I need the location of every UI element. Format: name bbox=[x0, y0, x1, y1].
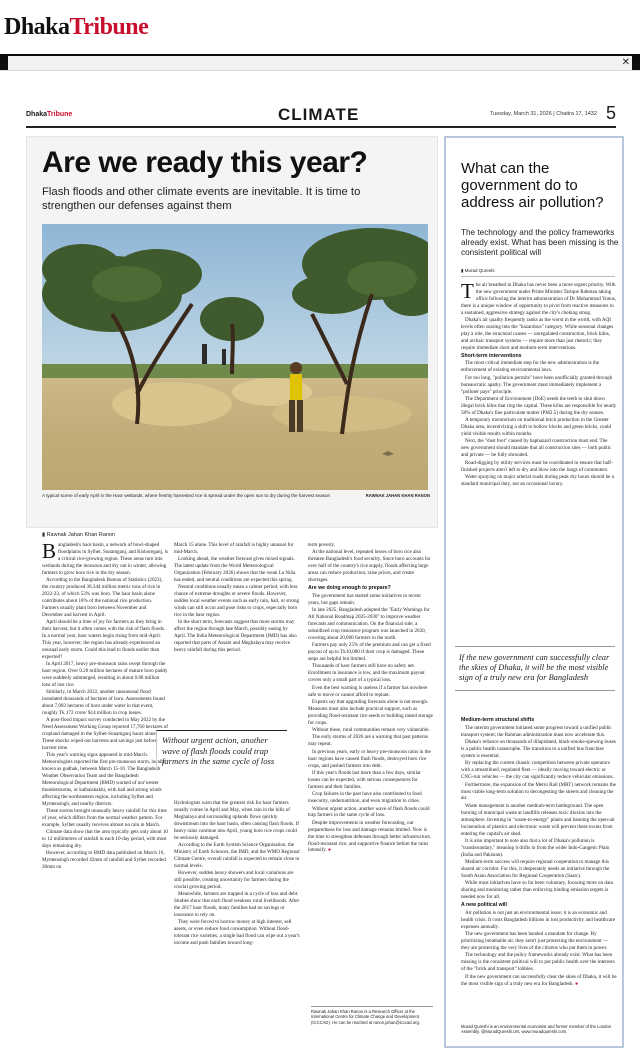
author-icon: ▮ bbox=[461, 268, 465, 273]
subheading: Are we doing enough to prepare? bbox=[308, 584, 391, 591]
paragraph: These storms brought unusually heavy rainfall for this time of year, which differs from the normal weather pattern. For example, Sylhet usually receives almost no rain in March. bbox=[42, 807, 167, 828]
subheadline: Flash floods and other climate events are inevitable. It is time to strengthen our defenses against them bbox=[42, 186, 361, 212]
pull-quote: Without urgent action, another wave of flash floods could trap farmers in the same cycle of loss bbox=[156, 730, 287, 771]
sidebar-headline: What can the government do to address air pollution? bbox=[461, 160, 604, 211]
paragraph: Thousands of haor farmers still have no safety net. Enrollment in insurance is low, and the maximum payout covers only a small part of a typical loss. bbox=[308, 663, 425, 684]
article-column-3 bbox=[308, 542, 434, 1002]
sidebar-author-bio: Murad Qureshi is an environmental economist and former member of the London Assembly. @MuradQureshi.UN, www.muradqureshi.com. bbox=[461, 1024, 612, 1035]
site-masthead bbox=[0, 0, 640, 54]
paragraph: Next, the "dust foot" caused by haphazard construction must end. The new government should mandate that all construction sites — both public and private — be fully shrouded. bbox=[461, 438, 612, 459]
paragraph: If this year's floods last more than a few days, similar losses can be expected, with serious consequences for farmers and their families. bbox=[308, 770, 421, 790]
paragraph: However, sudden heavy showers and local variations are still possible, creating uncertainty for farmers during the crucial growing period. bbox=[174, 870, 294, 890]
paragraph: Even the best warning is useless if a farmer has nowhere safe to move or cannot afford to replant. bbox=[308, 684, 428, 698]
divider bbox=[461, 276, 615, 277]
paragraph: The early storms of 2026 are a warning that past patterns may repeat. bbox=[308, 734, 428, 748]
author-icon: ▮ bbox=[42, 532, 47, 538]
site-logo[interactable]: DhakaTribune bbox=[4, 14, 149, 40]
sidebar-body-part-2 bbox=[461, 716, 617, 1020]
header-rule bbox=[26, 126, 616, 128]
paragraph: This year's warning signs appeared in mid-March. Meteorologists reported the first pre-monsoon storm, locally known as gudhak, between March 15-16. The Bangladesh Weather Observation Team and the Bangladesh Meteorological Department (BMD) warned of nor'wester thunderstorms, or kalbaishakhi, with hail and strong winds affecting the northeastern region, including Sylhet and Mymensingh, and nearby districts. bbox=[42, 752, 166, 807]
paragraph bbox=[42, 542, 168, 577]
close-icon[interactable]: ✕ bbox=[621, 57, 630, 68]
ad-banner-strip bbox=[8, 56, 632, 70]
article-column-2-continued bbox=[174, 800, 300, 1042]
paragraph: term poverty. bbox=[308, 542, 336, 548]
paragraph: Neutral conditions usually mean a calmer period, with less chance of extreme droughts or severe floods. However, sudden local weather events such as early rain, hail, or strong winds can still occur and pose risks to crops, especially boro rice in the haor region. bbox=[174, 584, 300, 619]
sidebar-subhead: The technology and the policy frameworks already exist. What has been missing is the consistent political will bbox=[461, 228, 619, 257]
paragraph: However, according to BMD data published on March 16, Mymensingh recorded 42mm of rainfall and Sylhet recorded 36mm on bbox=[42, 850, 166, 871]
paragraph: In April 2017, heavy pre-monsoon rains swept through the haor region. Over 0.20 million hectares of mature boro paddy were suddenly submerged, resulting in about 0.88 million tons of lost rice. bbox=[42, 660, 168, 688]
paragraph: Dhaka's air quality frequently ranks as the worst in the world, with AQI levels often soaring into the "hazardous" category. While seasonal changes play a role, the structural causes — unregulated construction, brick kilns, and archaic transport systems — require more than just rhetoric; they require immediate short and medium-term interventions. bbox=[461, 317, 614, 351]
paragraph: Furthermore, the expansion of the Metro Rail (MRT) network remains the most viable long-term solution to decongesting the streets and cleaning the air. bbox=[461, 781, 616, 802]
paragraph: Hydrologists warn that the greatest risk for haor farmers usually comes in April and May, when rain in the hills of Meghalaya and surrounding uplands flows quickly downstream into the haor basin, often causing flash floods. If heavy rains continue into April, young boro rice crops could be seriously damaged. bbox=[174, 800, 299, 841]
paragraph: Water spraying on major arterial roads during peak dry hours should be a standard municipal duty, not an occasional luxury. bbox=[461, 473, 614, 487]
subheading: A new political will bbox=[461, 902, 507, 909]
subheading: Short-term interventions bbox=[461, 352, 522, 359]
paragraph: They were forced to borrow money at high interest, sell assets, or even reduce food consumption. Without flood-tolerant rice varieties, a single bad flood can wipe out a year's income and push families toward long- bbox=[174, 919, 300, 947]
subheading: Medium-term structural shifts bbox=[461, 717, 535, 723]
paragraph: According to the Bangladesh Bureau of Statistics (2023), the country produced 38.344 million metric tons of rice in 2022-23, of which 53% was boro. The haor basin alone contributes about 18% of the national rice production. Farmers usually plant boro between November and December and harvest in April. bbox=[42, 577, 163, 618]
paragraph: Experts say that upgrading forecasts alone is not enough. Measures must also include practical support, such as providing flood-resistant rice seeds or building raised storage for crops. bbox=[308, 698, 433, 726]
paragraph: For too long, "pollution permits" have been unofficially granted through bureaucratic apathy. The government must immediately implement a "polluter pays" principle. bbox=[461, 374, 613, 395]
paragraph: The Department of Environment (DoE) needs the teeth to shut down illegal brick kilns that ring the capital. These kilns are responsible for nearly 58% of Dhaka's fine particulate matter (PM2.5) during the dry season. bbox=[461, 396, 617, 416]
paragraph: Air pollution is not just an environmental issue; it is an economic and health crisis. It costs Bangladesh billions in lost productivity and healthcare expenses annually. bbox=[461, 909, 616, 930]
author-bio: Rawnak Jahan Khan Ranon is a Research Officer at the International Centre for Climate Change and Development (ICCCAD). He can be reached at ranon.jahan@icccad.org. bbox=[311, 1006, 433, 1025]
photo-caption: A typical scene of early April in the Haor wetlands, where freshly harvested rice is spread under the open sun to dry during the harvest season bbox=[42, 493, 331, 498]
photo-credit: RAWNAK JAHAN KHAN RANON bbox=[365, 493, 430, 498]
paragraph: Without these, rural communities remain very vulnerable. bbox=[312, 727, 430, 734]
article-column-2 bbox=[174, 542, 300, 730]
paragraph bbox=[461, 282, 617, 317]
page-number: 5 bbox=[606, 103, 617, 123]
paragraph: According to the Earth System Science Organisation, the Ministry of Earth Sciences, the IMD, and the WMO Regional Climate Centre, overall rainfall is expected to remain close to normal levels. bbox=[174, 841, 300, 869]
paragraph: Crop failures in the past have also contributed to food insecurity, undernutrition, and even migration to cities. bbox=[308, 791, 422, 805]
newspaper-page bbox=[14, 100, 626, 1048]
paragraph: It is also important to note also that a lot of Dhaka's pollution is "transboundary," meaning it drifts in from the wider Indo-Gangetic Plain (India and Pakistan). bbox=[461, 837, 610, 858]
end-mark-icon: ● bbox=[326, 847, 332, 854]
headline: Are we ready this year? bbox=[42, 146, 368, 179]
paragraph: In previous years, early or heavy pre-monsoon rains in the haor regions have caused flash floods, destroyed boro rice crops, and pushed farmers into debt. bbox=[308, 748, 431, 769]
paragraph: Climate data show that the area typically gets only about 10 to 12 millimetres of rainfall in each 10-day period, with most days remaining dry. bbox=[42, 829, 168, 849]
paragraph: Dhaka's reliance on thousands of dilapidated, black-smoke-spewing buses is a public health catastrophe. The transition to a unified bus franchise system is essential. bbox=[461, 739, 616, 760]
paragraph: A post-flood impact survey conducted in May 2022 by the Need Assessment Working Group reported 17,760 hectares of cropland damaged in the Sylhet-Sunamganj haors alone. These shocks wiped out harvests and savings just before harvest time. bbox=[42, 717, 168, 751]
sidebar-byline: ▮ Murad Qureshi bbox=[461, 268, 495, 273]
paragraph: Medium-term success will require regional cooperation to manage this shared air corridor. For this, it desperately needs an initiative through the South Asian Association for Regional Cooperation (Saarc). bbox=[461, 859, 610, 879]
page-header-logo: DhakaTribune bbox=[26, 111, 73, 118]
paragraph: In the short term, forecasts suggest that more storms may affect the region through late March, possibly easing by April. The India Meteorological Department (IMD) has also reported that parts of Assam and Meghalaya may receive heavy rainfall during this period. bbox=[174, 619, 297, 654]
paragraph: Farmers pay only 25% of the premium and can get a fixed payout of up to Tk10,000 if their crop is damaged. These steps are helpful but limited. bbox=[308, 642, 431, 662]
paragraph: Road-digging by utility services must be coordinated to ensure that half-finished projects aren't left to dry and blow into the lungs of commuters. bbox=[461, 459, 613, 473]
paragraph: The most critical immediate step for the new administration is the enforcement of existing environmental laws. bbox=[461, 360, 600, 374]
paragraph: Looking ahead, the weather forecast gives mixed signals. The latest update from the World Meteorological Organization (February 2026) shows that the weak La Niña has ended, and neutral conditions are expected this spring. bbox=[174, 556, 296, 584]
paragraph: Despite improvements in weather forecasting, our preparedness for loss and damage remains limited. Now is the time to strengthen defenses through better infrastructure, flood-resistant rice, and supportive finance before the rains intensify. ● bbox=[308, 819, 432, 854]
main-byline: ▮ Rawnak Jahan Khan Ranon bbox=[42, 532, 116, 538]
paragraph-text: he air breathed in Dhaka has never been a more urgent priority. With the new government under Prime Minister Tarique Rahman taking office following the interim administration of Dr Muhammad Yunus, there is a unique window of opportunity to pivot from reactive measures to a sustained, aggressive strategy against the city's choking smog. bbox=[461, 282, 617, 316]
paragraph: At the national level, repeated losses of boro rice also threaten Bangladesh's food security. Since boro accounts for over half of the country's rice supply, floods affecting large areas can reduce production, raise prices, and create shortages. bbox=[308, 549, 431, 584]
drop-cap: B bbox=[42, 542, 57, 563]
paragraph: March 15 alone. This level of rainfall is highly unusual for mid-March. bbox=[174, 542, 294, 555]
paragraph: Waste management is another medium-term battleground. The open burning of municipal waste at landfills releases toxic dioxins into the atmosphere. Investing in "waste-to-energy" plants and banning the open-air incineration of plastics and electronic waste will prevent these toxins from entering the capital's air shed. bbox=[461, 802, 615, 837]
paragraph-text: angladesh's haor basin, a network of bowl-shaped floodplains in Sylhet, Sunamganj, and Kishoreganj, is a critical rice-growing region. These areas turn into wetlands during the monsoon and dry out in winter, allowing farmers to grow boro rice in the dry season. bbox=[42, 542, 168, 576]
paragraph: In late 2025, Bangladesh adopted the "Early Warnings for All National Roadmap 2025-2030" to improve weather forecasts and communication. On the financial side, a subsidized crop insurance program was launched in 2020, covering about 20,000 farmers in the north. bbox=[308, 607, 430, 641]
sidebar-pull-quote: If the new government can successfully clear the skies of Dhaka, it will be the most visible sign of a truly new era for Bangladesh bbox=[455, 646, 615, 691]
end-mark-icon: ● bbox=[573, 980, 579, 987]
paragraph: The technology and the policy frameworks already exist. What has been missing is the consistent political will to put public health over the interests of the "brick and transport" lobbies. bbox=[461, 952, 615, 973]
divider bbox=[0, 70, 640, 71]
section-title: CLIMATE bbox=[278, 105, 360, 124]
paragraph: Meanwhile, farmers are trapped in a cycle of loss and debt. Studies show that each flood weakens rural livelihoods. After the 2017 haor floods, many families had no savings or insurance to rely on. bbox=[174, 891, 300, 918]
paragraph: April should be a time of joy for farmers as they bring in their harvest, but it often comes with the risk of flash floods. In a normal year, haor waters begin rising from mid-April. This year, however, the region has already experienced an unusual early storm. Could this lead to floods earlier than expected? bbox=[42, 618, 166, 660]
paragraph: While most initiatives have so far been voluntary, focusing more on data sharing and monitoring rather than enforcing binding emission targets is needed now for all. bbox=[461, 880, 613, 901]
article-column-1 bbox=[42, 542, 168, 1042]
sidebar-body-part-1 bbox=[461, 282, 617, 640]
haor-harvest-photo bbox=[42, 224, 428, 490]
paragraph: If the new government can successfully clear the skies of Dhaka, it will be the most visible sign of a truly new era for Bangladesh. ● bbox=[461, 973, 617, 987]
paragraph: Similarly, in March 2022, another unseasonal flood inundated thousands of hectares of boro. Assessments found about 7,083 hectares of boro under water in that event, roughly Tk 172 crore/ $14 million in crop losses. bbox=[42, 689, 165, 716]
paragraph: The new government has been handed a mandate for change. By prioritizing breathable air, they aren't just protecting the environment — they are protecting the very lives of the citizens who put them in power. bbox=[461, 931, 608, 951]
paragraph: The interim government initiated some progress toward a unified public transport system; the Rahman administration must now accelerate this. bbox=[461, 724, 612, 738]
paragraph: Without urgent action, another wave of flash floods could trap farmers in the same cycle of loss. bbox=[308, 805, 430, 819]
paragraph: The government has started some initiatives in recent years, but gaps remain. bbox=[308, 592, 421, 606]
paragraph: By replacing the current chaotic competition between private operators with a streamlined, regulated fleet — ideally moving toward electric or CNG-run vehicles — the city can significantly reduce vehicular emissions. bbox=[461, 760, 614, 781]
paragraph: A temporary moratorium on traditional brick production in the Greater Dhaka area, incentivizing a shift to hollow blocks and green bricks, could yield visible results within months. bbox=[461, 417, 612, 438]
page-date: Tuesday, March 31, 2026 | Chaitra 17, 1432 bbox=[490, 111, 597, 117]
drop-cap: T bbox=[461, 282, 474, 303]
